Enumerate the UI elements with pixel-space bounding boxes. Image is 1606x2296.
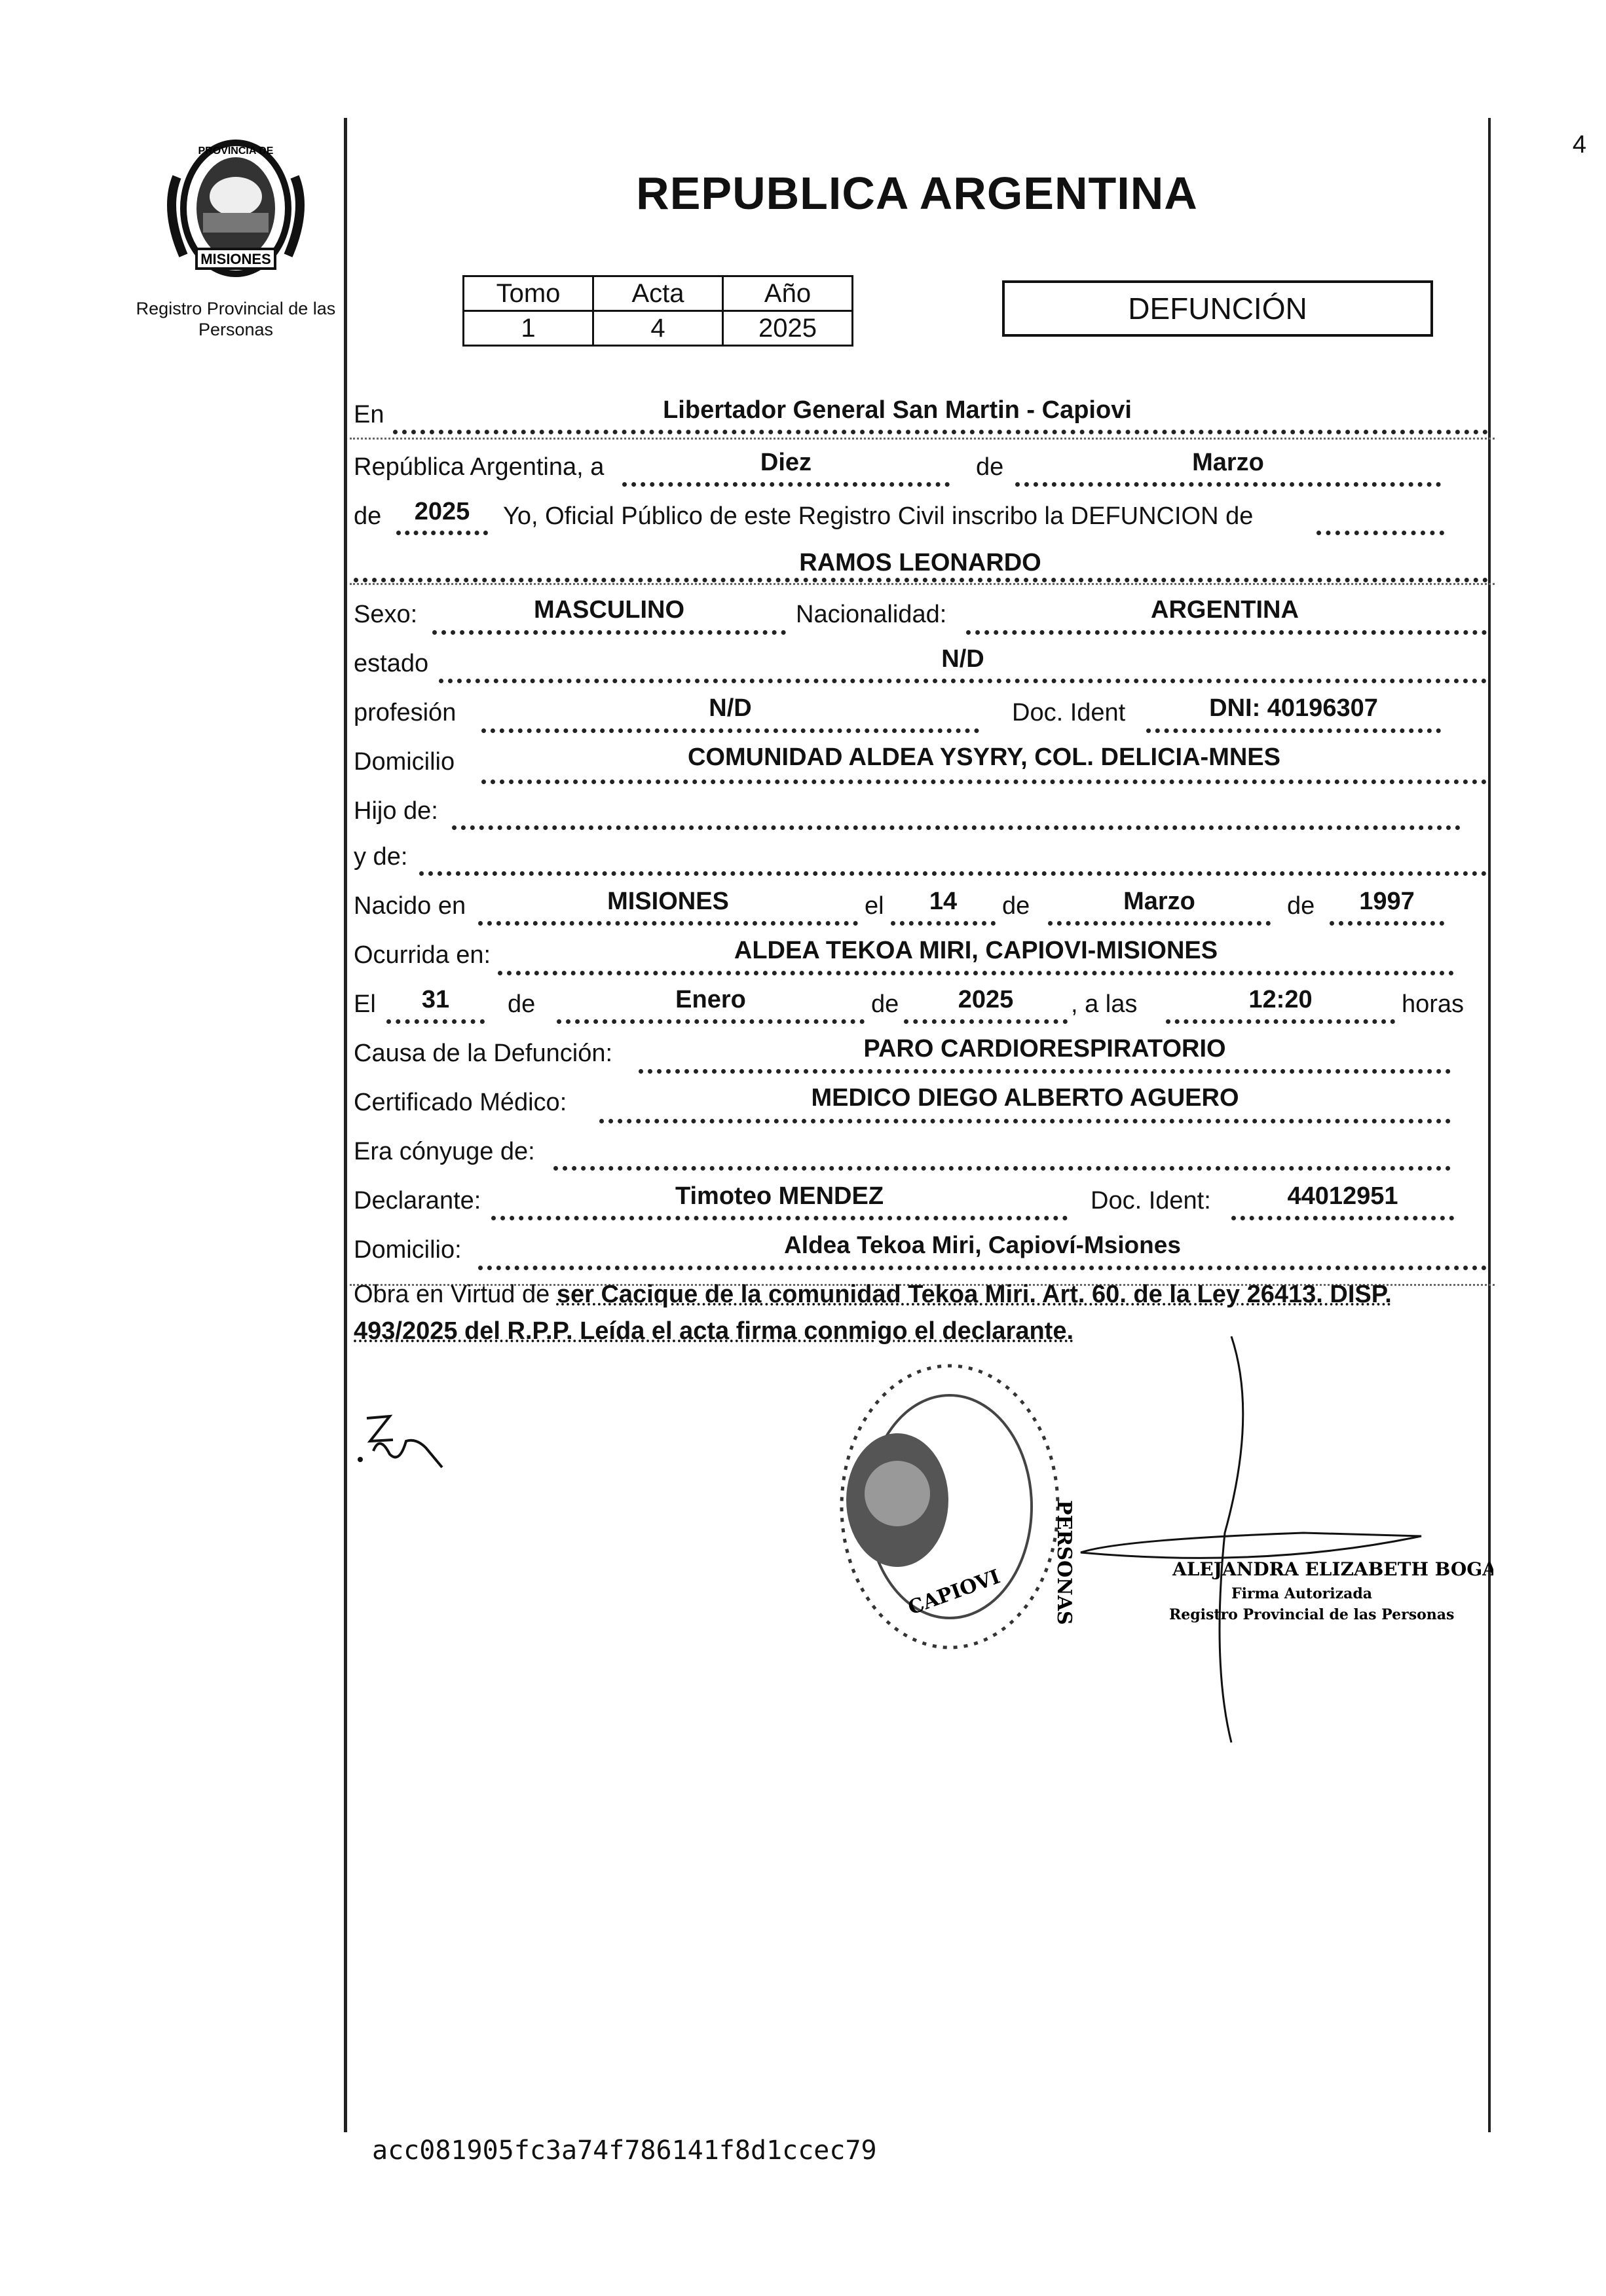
dotted-line <box>452 825 1461 830</box>
certificado-value: MEDICO DIEGO ALBERTO AGUERO <box>811 1084 1239 1112</box>
nacionalidad-value: ARGENTINA <box>1151 596 1299 624</box>
label-de: de <box>976 453 1004 481</box>
dotted-line <box>478 921 858 926</box>
svg-text:Registro Provincial de las Per: Registro Provincial de las Personas <box>1169 1606 1455 1623</box>
label-domicilio: Domicilio <box>354 748 455 776</box>
declarante-signature <box>354 1402 458 1487</box>
dotted-line <box>386 1019 485 1024</box>
dotted-line <box>1317 531 1444 535</box>
dotted-line <box>1231 1216 1454 1220</box>
def-dia-value: 31 <box>421 986 450 1013</box>
dotted-line <box>432 630 786 635</box>
label-el: el <box>865 892 884 920</box>
dotted-line <box>553 1166 1451 1171</box>
anio-inscripcion-value: 2025 <box>414 498 470 525</box>
document-title: REPUBLICA ARGENTINA <box>636 168 1198 219</box>
declarante-value: Timoteo MENDEZ <box>675 1182 884 1210</box>
dotted-line <box>419 871 1487 876</box>
dotted-line <box>1146 728 1441 733</box>
acta-value: 4 <box>593 311 723 346</box>
dni-value: DNI: 40196307 <box>1209 694 1378 722</box>
svg-text:CAPIOVI: CAPIOVI <box>905 1565 1003 1620</box>
dotted-line <box>904 1019 1068 1024</box>
nac-dia-value: 14 <box>929 888 958 915</box>
svg-text:MISIONES: MISIONES <box>200 251 271 267</box>
label-causa: Causa de la Defunción: <box>354 1040 613 1067</box>
label-hijo-de: Hijo de: <box>354 797 438 825</box>
dotted-line <box>498 971 1454 975</box>
label-de-nac-mes: de <box>1002 892 1030 920</box>
dotted-line <box>1048 921 1271 926</box>
label-en: En <box>354 401 384 428</box>
label-de-def-mes: de <box>508 990 536 1018</box>
mes-value: Marzo <box>1192 449 1264 476</box>
dotted-line <box>396 531 488 535</box>
def-mes-value: Enero <box>675 986 746 1013</box>
sexo-value: MASCULINO <box>533 596 685 624</box>
dotted-line <box>481 780 1487 784</box>
dotted-line <box>354 578 1488 582</box>
svg-text:PROVINCIA DE: PROVINCIA DE <box>198 145 274 157</box>
page-number: 4 <box>1572 131 1586 159</box>
dotted-line <box>491 1216 1068 1220</box>
acta-tipo-box: DEFUNCIÓN <box>1002 280 1433 337</box>
obra-line-1: ser Cacique de la comunidad Tekoa Miri. Art. 60. de la Ley 26413. DISP. <box>556 1281 1392 1308</box>
dotted-line <box>1166 1019 1395 1024</box>
dotted-line <box>481 728 979 733</box>
label-nacionalidad: Nacionalidad: <box>796 601 947 628</box>
domicilio-value: COMUNIDAD ALDEA YSYRY, COL. DELICIA-MNES <box>687 743 1280 771</box>
fallecido-nombre: RAMOS LEONARDO <box>799 549 1041 576</box>
dotted-line <box>599 1119 1451 1123</box>
dotted-line <box>1330 921 1444 926</box>
dotted-line <box>891 921 996 926</box>
row-separator <box>350 583 1495 585</box>
label-horas: horas <box>1402 990 1465 1018</box>
def-anio-value: 2025 <box>958 986 1014 1013</box>
dotted-line <box>966 630 1487 635</box>
svg-text:PERSONAS: PERSONAS <box>1053 1500 1075 1625</box>
label-republica: República Argentina, a <box>354 453 605 481</box>
label-nacido-en: Nacido en <box>354 892 466 920</box>
label-doc-ident: Doc. Ident <box>1012 699 1126 726</box>
anio-value: 2025 <box>723 311 853 346</box>
dotted-line <box>639 1069 1451 1074</box>
label-de-def-anio: de <box>871 990 899 1018</box>
label-certificado: Certificado Médico: <box>354 1089 567 1116</box>
tomo-value: 1 <box>464 311 593 346</box>
def-hora-value: 12:20 <box>1248 986 1313 1013</box>
declarante-doc-value: 44012951 <box>1287 1182 1398 1210</box>
causa-value: PARO CARDIORESPIRATORIO <box>863 1035 1226 1063</box>
label-profesion: profesión <box>354 699 457 726</box>
label-yo-oficial: Yo, Oficial Público de este Registro Civil inscribo la DEFUNCION de <box>503 502 1254 530</box>
right-margin-rule <box>1488 118 1491 2132</box>
document-hash: acc081905fc3a74f786141f8d1ccec79 <box>372 2136 877 2166</box>
provincia-misiones-logo <box>157 131 314 282</box>
registro-provincial-label: Registro Provincial de las Personas <box>136 299 336 339</box>
official-stamp-signature-area <box>806 1336 1493 1821</box>
dotted-line <box>393 430 1488 434</box>
label-a-las: , a las <box>1071 990 1138 1018</box>
nac-mes-value: Marzo <box>1123 888 1195 915</box>
nac-anio-value: 1997 <box>1359 888 1415 915</box>
dotted-line <box>439 679 1487 683</box>
label-sexo: Sexo: <box>354 601 418 628</box>
row-separator <box>350 438 1495 440</box>
label-estado: estado <box>354 650 429 677</box>
label-declarante: Declarante: <box>354 1187 481 1214</box>
svg-text:ALEJANDRA ELIZABETH BOGADO: ALEJANDRA ELIZABETH BOGADO <box>1172 1558 1493 1580</box>
dotted-line <box>478 1266 1487 1270</box>
label-conyuge: Era cónyuge de: <box>354 1138 535 1165</box>
label-ocurrida-en: Ocurrida en: <box>354 941 491 969</box>
svg-text:Firma Autorizada: Firma Autorizada <box>1231 1585 1372 1602</box>
ocurrida-en-value: ALDEA TEKOA MIRI, CAPIOVI-MISIONES <box>734 937 1218 964</box>
label-de-anio: de <box>354 502 382 530</box>
obra-line-2: 493/2025 del R.P.P. Leída el acta firma conmigo el declarante. <box>354 1317 1074 1345</box>
lugar-value: Libertador General San Martin - Capiovi <box>663 396 1132 424</box>
label-y-de: y de: <box>354 843 408 871</box>
dotted-line <box>1015 482 1441 487</box>
dia-value: Diez <box>760 449 812 476</box>
dotted-line <box>557 1019 865 1024</box>
anio-header: Año <box>723 276 853 311</box>
estado-value: N/D <box>941 645 984 673</box>
nacido-en-value: MISIONES <box>607 888 729 915</box>
label-doc-ident-declarante: Doc. Ident: <box>1091 1187 1211 1214</box>
label-el-def: El <box>354 990 376 1018</box>
left-margin-rule <box>344 118 347 2132</box>
dotted-line <box>622 482 950 487</box>
label-de-nac-anio: de <box>1287 892 1315 920</box>
label-domicilio-declarante: Domicilio: <box>354 1236 462 1264</box>
declarante-domicilio-value: Aldea Tekoa Miri, Capioví-Msiones <box>784 1232 1181 1258</box>
tomo-header: Tomo <box>464 276 593 311</box>
tomo-acta-anio-table <box>462 275 853 347</box>
acta-header: Acta <box>593 276 723 311</box>
profesion-value: N/D <box>709 694 752 722</box>
label-obra-en-virtud: Obra en Virtud de <box>354 1281 550 1308</box>
